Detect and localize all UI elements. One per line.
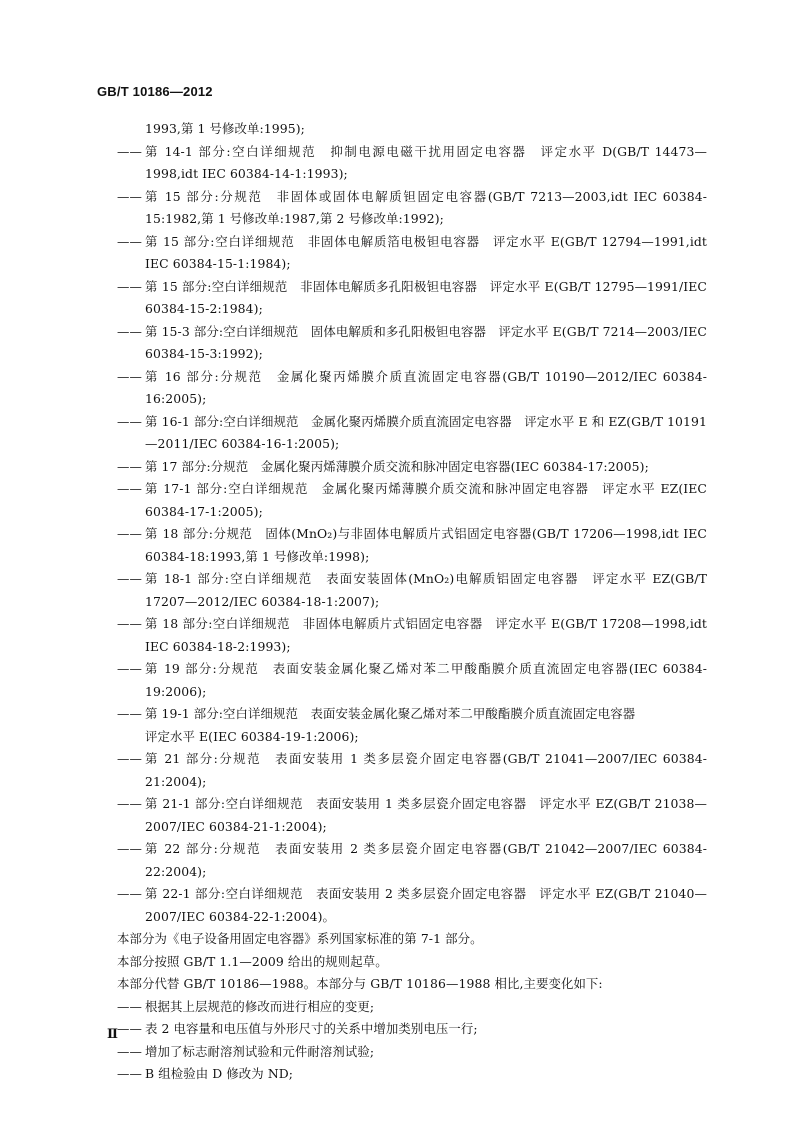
list-item	[117, 321, 707, 366]
list-item-text: 第 15 部分:空白详细规范 非固体电解质多孔阳极钽电容器 评定水平 E(GB/T 12795—1991/IEC 60384-15-2:1984);	[145, 278, 707, 316]
dash-marker: ——	[117, 526, 142, 541]
list-item-text: B 组检验由 D 修改为 ND;	[145, 1066, 294, 1081]
list-item-text: 第 17 部分:分规范 金属化聚丙烯薄膜介质交流和脉冲固定电容器(IEC 60384-17:2005);	[145, 458, 649, 474]
page-number: Ⅱ	[107, 1026, 118, 1041]
dash-marker: ——	[117, 188, 142, 204]
paragraph: 本部分按照 GB/T 1.1—2009 给出的规则起草。	[117, 953, 388, 969]
document-body	[117, 118, 707, 1086]
list-item	[117, 793, 707, 838]
dash-marker: ——	[117, 233, 142, 249]
list-item	[117, 523, 707, 568]
dash-marker: ——	[117, 458, 142, 474]
list-item-text: 第 21-1 部分:空白详细规范 表面安装用 1 类多层瓷介固定电容器 评定水平 EZ(GB/T 21038—2007/IEC 60384-21-1:2004);	[145, 796, 707, 834]
list-item-text: 第 21 部分:分规范 表面安装用 1 类多层瓷介固定电容器(GB/T 21041—2007/IEC 60384-21:2004);	[145, 751, 707, 789]
dash-marker: ——	[117, 751, 142, 766]
list-item	[117, 568, 707, 613]
dash-marker: ——	[117, 706, 142, 721]
dash-marker: ——	[117, 1043, 142, 1059]
list-item	[117, 141, 707, 186]
list-item	[117, 276, 707, 321]
dash-marker: ——	[117, 143, 142, 159]
dash-marker: ——	[117, 571, 142, 586]
list-item	[117, 883, 707, 928]
standard-number-header: GB/T 10186—2012	[97, 84, 213, 99]
list-item	[117, 456, 707, 479]
list-item-text: 第 18 部分:空白详细规范 非固体电解质片式铝固定电容器 评定水平 E(GB/T 17208—1998,idt IEC 60384-18-2:1993);	[145, 616, 707, 654]
list-item	[117, 748, 707, 793]
list-item-text: 第 15-3 部分:空白详细规范 固体电解质和多孔阳极钽电容器 评定水平 E(GB/T 7214—2003/IEC 60384-15-3:1992);	[145, 323, 707, 361]
list-item-text: 第 14-1 部分:空白详细规范 抑制电源电磁干扰用固定电容器 评定水平 D(GB/T 14473—1998,idt IEC 60384-14-1:1993);	[145, 143, 707, 181]
list-item-text: 第 22-1 部分:空白详细规范 表面安装用 2 类多层瓷介固定电容器 评定水平 EZ(GB/T 21040—2007/IEC 60384-22-1:2004)。	[145, 886, 707, 924]
dash-marker: ——	[117, 1021, 142, 1036]
list-item-continuation: 1993,第 1 号修改单:1995);	[145, 121, 305, 136]
list-item-continuation: 评定水平 E(IEC 60384-19-1:2006);	[145, 728, 359, 744]
list-item-text: 第 18-1 部分:空白详细规范 表面安装固体(MnO₂)电解质铝固定电容器 评定水平 EZ(GB/T 17207—2012/IEC 60384-18-1:2007);	[145, 571, 707, 609]
dash-marker: ——	[117, 886, 142, 901]
list-item-text: 第 18 部分:分规范 固体(MnO₂)与非固体电解质片式铝固定电容器(GB/T 17206—1998,idt IEC 60384-18:1993,第 1 号修改单:1998);	[145, 526, 707, 564]
list-item-text: 第 15 部分:空白详细规范 非固体电解质箔电极钽电容器 评定水平 E(GB/T 12794—1991,idt IEC 60384-15-1:1984);	[145, 233, 707, 271]
list-item	[117, 366, 707, 411]
dash-marker: ——	[117, 278, 142, 294]
list-item	[117, 658, 707, 703]
change-list-item	[117, 1018, 707, 1041]
list-item	[117, 838, 707, 883]
paragraph: 本部分为《电子设备用固定电容器》系列国家标准的第 7-1 部分。	[117, 931, 483, 946]
list-item	[117, 613, 707, 658]
list-item-text: 增加了标志耐溶剂试验和元件耐溶剂试验;	[145, 1043, 375, 1059]
list-item-text: 第 16 部分:分规范 金属化聚丙烯膜介质直流固定电容器(GB/T 10190—2012/IEC 60384-16:2005);	[145, 368, 707, 406]
list-item	[117, 231, 707, 276]
dash-marker: ——	[117, 998, 142, 1014]
list-item-text: 表 2 电容量和电压值与外形尺寸的关系中增加类别电压一行;	[145, 1021, 478, 1036]
paragraph: 本部分代替 GB/T 10186—1988。本部分与 GB/T 10186—1988 相比,主要变化如下:	[117, 976, 603, 991]
list-item-text: 第 15 部分:分规范 非固体或固体电解质钽固定电容器(GB/T 7213—2003,idt IEC 60384-15:1982,第 1 号修改单:1987,第 2 号修改单:1992);	[145, 188, 707, 226]
dash-marker: ——	[117, 481, 142, 496]
list-item-text: 根据其上层规范的修改而进行相应的变更;	[145, 998, 375, 1014]
dash-marker: ——	[117, 323, 142, 339]
change-list-item	[117, 1063, 707, 1086]
dash-marker: ——	[117, 1066, 142, 1081]
list-item	[117, 703, 707, 726]
list-item	[117, 478, 707, 523]
dash-marker: ——	[117, 841, 142, 856]
list-item-text: 第 22 部分:分规范 表面安装用 2 类多层瓷介固定电容器(GB/T 21042—2007/IEC 60384-22:2004);	[145, 841, 707, 879]
dash-marker: ——	[117, 616, 142, 631]
change-list-item	[117, 996, 707, 1019]
list-item-text: 第 19 部分:分规范 表面安装金属化聚乙烯对苯二甲酸酯膜介质直流固定电容器(IEC 60384-19:2006);	[145, 661, 707, 699]
dash-marker: ——	[117, 368, 142, 384]
list-item-text: 第 19-1 部分:空白详细规范 表面安装金属化聚乙烯对苯二甲酸酯膜介质直流固定电容器	[145, 706, 636, 721]
dash-marker: ——	[117, 661, 142, 676]
list-item	[117, 186, 707, 231]
dash-marker: ——	[117, 413, 142, 429]
list-item-text: 第 17-1 部分:空白详细规范 金属化聚丙烯薄膜介质交流和脉冲固定电容器 评定水平 EZ(IEC 60384-17-1:2005);	[145, 481, 707, 519]
list-item-text: 第 16-1 部分:空白详细规范 金属化聚丙烯膜介质直流固定电容器 评定水平 E 和 EZ(GB/T 10191—2011/IEC 60384-16-1:2005);	[145, 413, 707, 451]
list-item	[117, 411, 707, 456]
dash-marker: ——	[117, 796, 142, 811]
change-list-item	[117, 1041, 707, 1064]
